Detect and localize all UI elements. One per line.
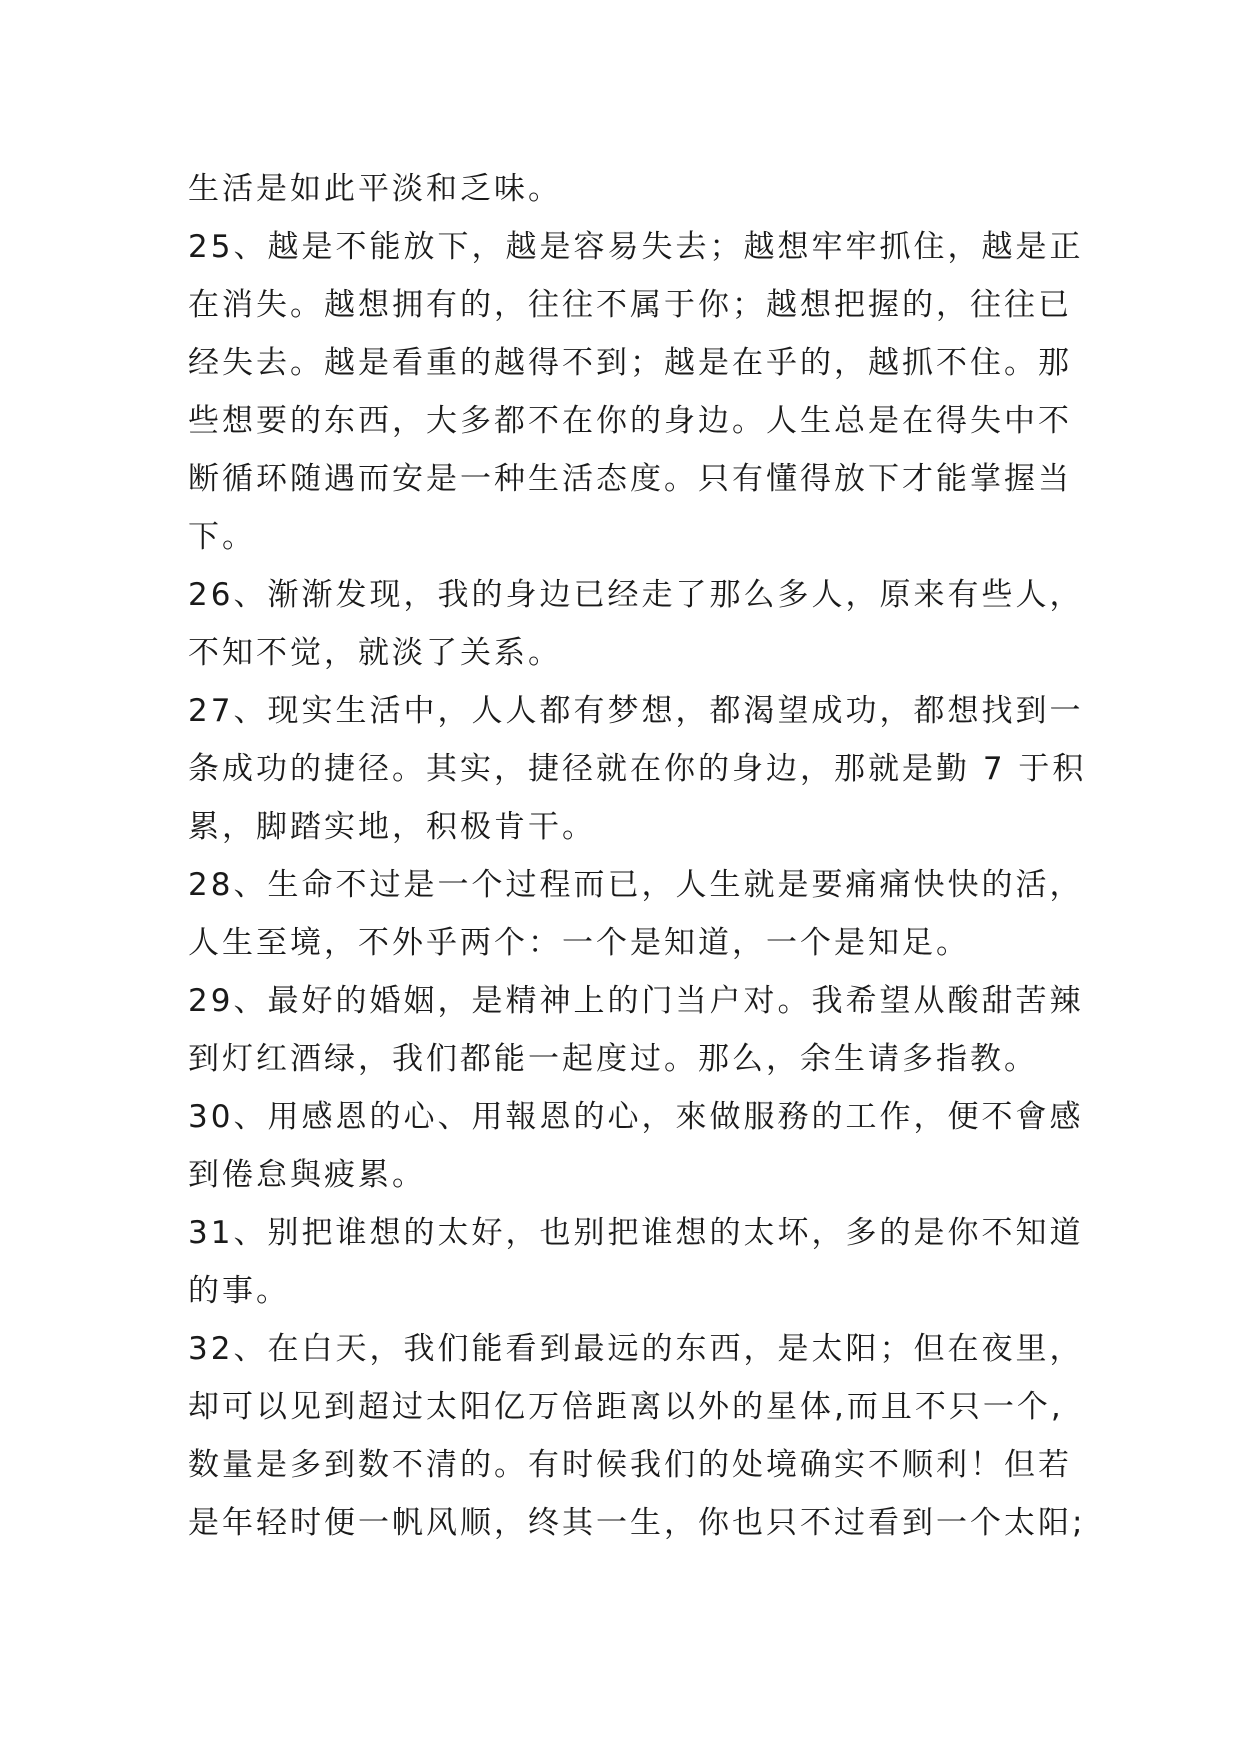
- text-line: 累，脚踏实地，积极肯干。: [188, 809, 596, 845]
- text-line: 31、别把谁想的太好，也别把谁想的太坏，多的是你不知道: [188, 1215, 1084, 1251]
- text-line: 生活是如此平淡和乏味。: [188, 171, 562, 207]
- text-line: 28、生命不过是一个过程而已，人生就是要痛痛快快的活，: [188, 867, 1084, 903]
- text-line: 条成功的捷径。其实，捷径就在你的身边，那就是勤 7 于积: [188, 751, 1087, 787]
- text-line: 在消失。越想拥有的，往往不属于你；越想把握的，往往已: [188, 287, 1072, 323]
- text-line: 却可以见到超过太阳亿万倍距离以外的星体,而且不只一个,: [188, 1389, 1064, 1425]
- text-line: 到倦怠與疲累。: [188, 1157, 426, 1193]
- text-line: 27、现实生活中，人人都有梦想，都渴望成功，都想找到一: [188, 693, 1084, 729]
- text-line: 29、最好的婚姻，是精神上的门当户对。我希望从酸甜苦辣: [188, 983, 1084, 1019]
- text-line: 30、用感恩的心、用報恩的心，來做服務的工作，便不會感: [188, 1099, 1084, 1135]
- text-line: 不知不觉，就淡了关系。: [188, 635, 562, 671]
- text-line: 断循环随遇而安是一种生活态度。只有懂得放下才能掌握当: [188, 461, 1072, 497]
- text-line: 数量是多到数不清的。有时候我们的处境确实不顺利！但若: [188, 1447, 1072, 1483]
- text-line: 下。: [188, 519, 256, 555]
- text-line: 26、渐渐发现，我的身边已经走了那么多人，原来有些人，: [188, 577, 1084, 613]
- text-line: 人生至境，不外乎两个：一个是知道，一个是知足。: [188, 925, 970, 961]
- text-line: 25、越是不能放下，越是容易失去；越想牢牢抓住，越是正: [188, 229, 1084, 265]
- text-line: 些想要的东西，大多都不在你的身边。人生总是在得失中不: [188, 403, 1072, 439]
- text-line: 经失去。越是看重的越得不到；越是在乎的，越抓不住。那: [188, 345, 1072, 381]
- text-line: 是年轻时便一帆风顺，终其一生，你也只不过看到一个太阳;: [188, 1505, 1086, 1541]
- text-line: 的事。: [188, 1273, 290, 1309]
- text-line: 32、在白天，我们能看到最远的东西，是太阳；但在夜里，: [188, 1331, 1084, 1367]
- document-body: [188, 160, 1087, 1552]
- text-line: 到灯红酒绿，我们都能一起度过。那么，余生请多指教。: [188, 1041, 1038, 1077]
